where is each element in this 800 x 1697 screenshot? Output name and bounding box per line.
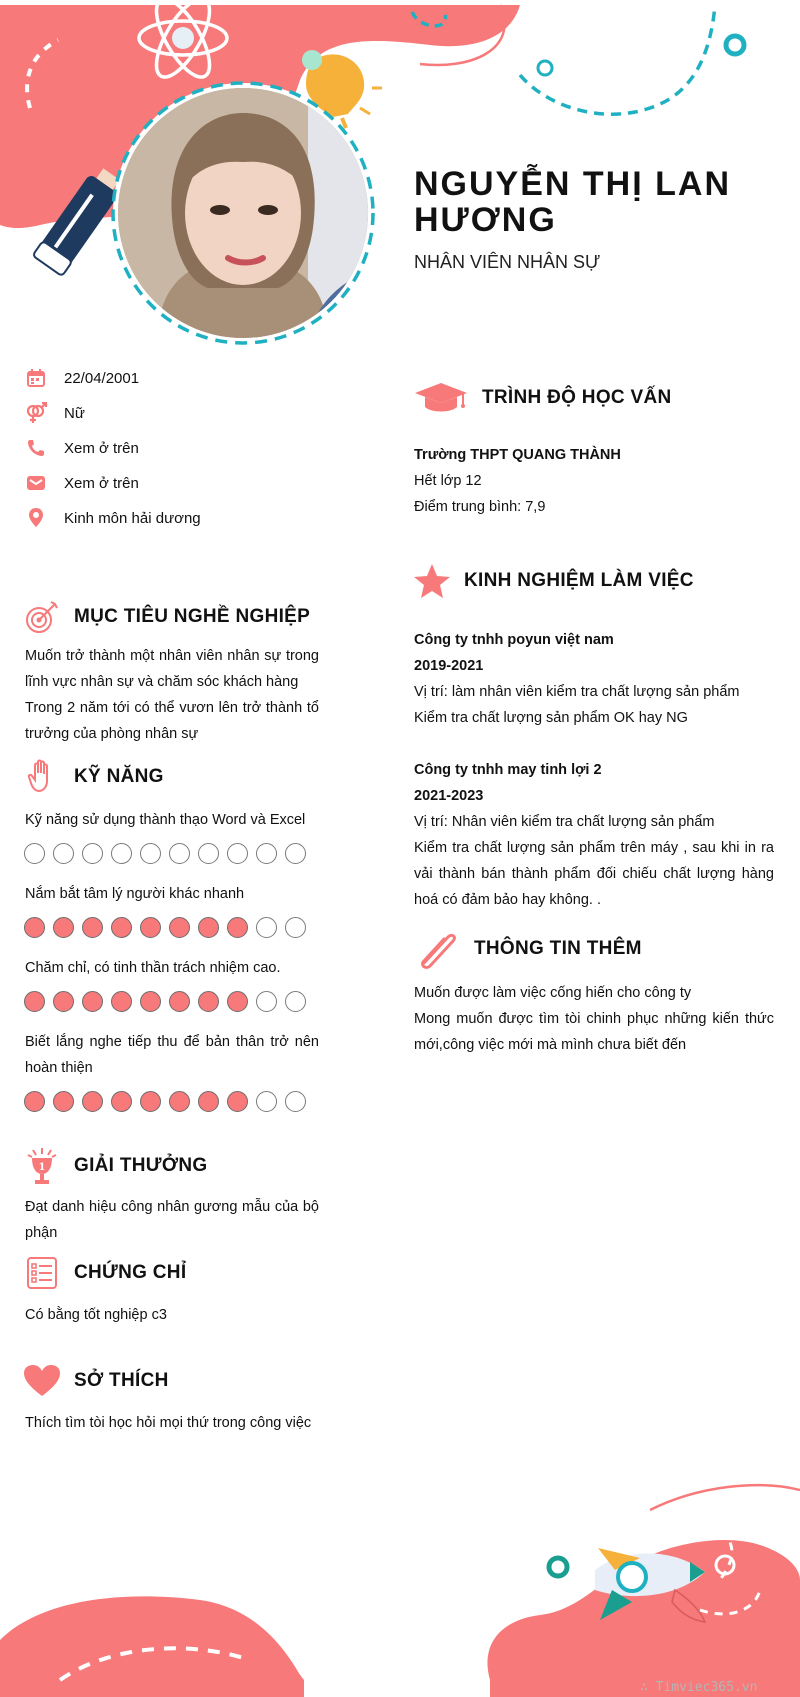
skill-rating-dot <box>140 843 161 864</box>
awards-text: Đạt danh hiệu công nhân gương mẫu của bộ phận <box>25 1199 319 1241</box>
candidate-job-title: NHÂN VIÊN NHÂN SỰ <box>414 252 601 272</box>
skill-rating-dot <box>111 843 132 864</box>
bottom-decoration <box>0 1450 800 1697</box>
experience-job <box>414 757 774 913</box>
skill-rating-dot <box>256 917 277 938</box>
skill-rating-dot <box>82 843 103 864</box>
job-position: Vị trí: Nhân viên kiểm tra chất lượng sản phẩm <box>414 814 715 830</box>
skill-rating-dot <box>169 991 190 1012</box>
profile-photo-frame <box>112 82 374 344</box>
hobbies-title: SỞ THÍCH <box>74 1370 169 1391</box>
contact-gender-text: Nữ <box>64 404 85 422</box>
job-description: Kiểm tra chất lượng sản phẩm OK hay NG <box>414 710 688 726</box>
paperclip-icon <box>412 929 462 969</box>
education-gpa: Điểm trung bình: 7,9 <box>414 499 546 515</box>
experience-job <box>414 627 774 731</box>
certificates-text: Có bằng tốt nghiệp c3 <box>25 1307 167 1323</box>
skills-title: KỸ NĂNG <box>74 766 164 787</box>
candidate-name: NGUYỄN THỊ LAN HƯƠNG <box>414 165 731 239</box>
additional-text <box>414 980 774 1058</box>
skill-rating-dot <box>111 917 132 938</box>
skill-rating <box>24 991 306 1012</box>
location-icon <box>24 506 48 530</box>
awards-title: GIẢI THƯỞNG <box>74 1155 208 1176</box>
skill-rating-dot <box>227 843 248 864</box>
skill-rating-dot <box>198 843 219 864</box>
skill-rating-dot <box>111 991 132 1012</box>
contact-email <box>24 468 139 498</box>
contact-phone <box>24 433 139 463</box>
skill-rating <box>24 917 306 938</box>
skill-rating-dot <box>140 917 161 938</box>
skill-rating-dot <box>256 1091 277 1112</box>
skill-name: Nắm bắt tâm lý người khác nhanh <box>25 886 245 902</box>
skill-rating-dot <box>198 991 219 1012</box>
skill-rating-dot <box>169 1091 190 1112</box>
skill-rating-dot <box>24 991 45 1012</box>
checklist-icon <box>22 1253 62 1293</box>
phone-icon <box>24 436 48 460</box>
job-position: Vị trí: làm nhân viên kiểm tra chất lượng sản phẩm <box>414 684 740 700</box>
objective-title: MỤC TIÊU NGHỀ NGHIỆP <box>74 606 311 627</box>
star-icon <box>412 561 452 601</box>
additional-title: THÔNG TIN THÊM <box>474 938 642 959</box>
skill-rating <box>24 1091 306 1112</box>
skill-rating-dot <box>53 917 74 938</box>
contact-birthdate <box>24 363 139 393</box>
skill-rating-dot <box>227 1091 248 1112</box>
experience-title: KINH NGHIỆM LÀM VIỆC <box>464 570 694 591</box>
skill-name: Biết lắng nghe tiếp thu để bản thân trở nên hoàn thiện <box>25 1034 319 1076</box>
skill-rating-dot <box>82 991 103 1012</box>
skill-name: Kỹ năng sử dụng thành thạo Word và Excel <box>25 812 306 828</box>
certificates-title: CHỨNG CHỈ <box>74 1262 187 1283</box>
watermark: ∴ Timviec365.vn <box>640 1680 758 1695</box>
contact-birthdate-text: 22/04/2001 <box>64 369 140 387</box>
target-icon <box>22 597 62 637</box>
skill-rating-dot <box>24 843 45 864</box>
skill-rating-dot <box>82 917 103 938</box>
job-description: Kiểm tra chất lượng sản phẩm trên máy , sau khi in ra vải thành bán thành phẩm đối chiếu chất lượng hàng hoá có đảm bảo hay không. . <box>414 840 774 908</box>
awards-heading <box>22 1146 207 1186</box>
skill-rating-dot <box>82 1091 103 1112</box>
skill-rating-dot <box>198 917 219 938</box>
skill-rating-dot <box>285 1091 306 1112</box>
trophy-icon <box>22 1146 62 1186</box>
certificates-heading <box>22 1253 186 1293</box>
skill-rating-dot <box>53 1091 74 1112</box>
skill-rating-dot <box>169 917 190 938</box>
education-title: TRÌNH ĐỘ HỌC VẤN <box>482 387 672 408</box>
skill-rating-dot <box>285 991 306 1012</box>
contact-address <box>24 503 201 533</box>
contact-gender <box>24 398 85 428</box>
svg-text:1: 1 <box>38 1162 46 1173</box>
education-heading <box>412 378 672 418</box>
heart-icon <box>22 1361 62 1401</box>
objective-text <box>25 643 319 747</box>
hobbies-heading <box>22 1361 169 1401</box>
job-period: 2019-2021 <box>414 658 484 674</box>
graduation-cap-icon <box>412 378 470 418</box>
skill-rating-dot <box>169 843 190 864</box>
email-icon <box>24 471 48 495</box>
skill-rating-dot <box>256 843 277 864</box>
job-company: Công ty tnhh may tinh lợi 2 <box>414 762 602 778</box>
skill-rating-dot <box>227 991 248 1012</box>
contact-address-text: Kinh môn hải dương <box>64 509 201 527</box>
objective-line: Muốn trở thành một nhân viên nhân sự trong lĩnh vực nhân sự và chăm sóc khách hàng <box>25 648 319 690</box>
job-period: 2021-2023 <box>414 788 484 804</box>
calendar-icon <box>24 366 48 390</box>
skill-rating-dot <box>140 991 161 1012</box>
skill-rating <box>24 843 306 864</box>
additional-line: Mong muốn được tìm tòi chinh phục những kiến thức mới,công việc mới mà mình chưa biết đến <box>414 1011 774 1053</box>
skill-rating-dot <box>285 843 306 864</box>
skill-rating-dot <box>24 917 45 938</box>
job-company: Công ty tnhh poyun việt nam <box>414 632 614 648</box>
skills-heading <box>22 757 164 797</box>
skill-name: Chăm chỉ, có tinh thần trách nhiệm cao. <box>25 960 281 976</box>
profile-photo <box>118 88 368 338</box>
skill-rating-dot <box>111 1091 132 1112</box>
contact-email-text: Xem ở trên <box>64 474 139 492</box>
education-details <box>414 442 774 520</box>
education-level: Hết lớp 12 <box>414 473 482 489</box>
skill-rating-dot <box>285 917 306 938</box>
additional-line: Muốn được làm việc cống hiến cho công ty <box>414 985 692 1001</box>
education-school: Trường THPT QUANG THÀNH <box>414 447 621 463</box>
objective-heading <box>22 597 310 637</box>
hobbies-text: Thích tìm tòi học hỏi mọi thứ trong công việc <box>25 1415 312 1431</box>
objective-line: Trong 2 năm tới có thể vươn lên trở thành tổ trưởng của phòng nhân sự <box>25 700 319 742</box>
skill-rating-dot <box>198 1091 219 1112</box>
hand-icon <box>22 757 62 797</box>
skill-rating-dot <box>24 1091 45 1112</box>
skill-rating-dot <box>140 1091 161 1112</box>
skill-rating-dot <box>53 991 74 1012</box>
gender-icon <box>24 401 48 425</box>
experience-heading <box>412 561 694 601</box>
additional-heading <box>412 929 642 969</box>
skill-rating-dot <box>53 843 74 864</box>
skill-rating-dot <box>227 917 248 938</box>
skill-rating-dot <box>256 991 277 1012</box>
contact-phone-text: Xem ở trên <box>64 439 139 457</box>
